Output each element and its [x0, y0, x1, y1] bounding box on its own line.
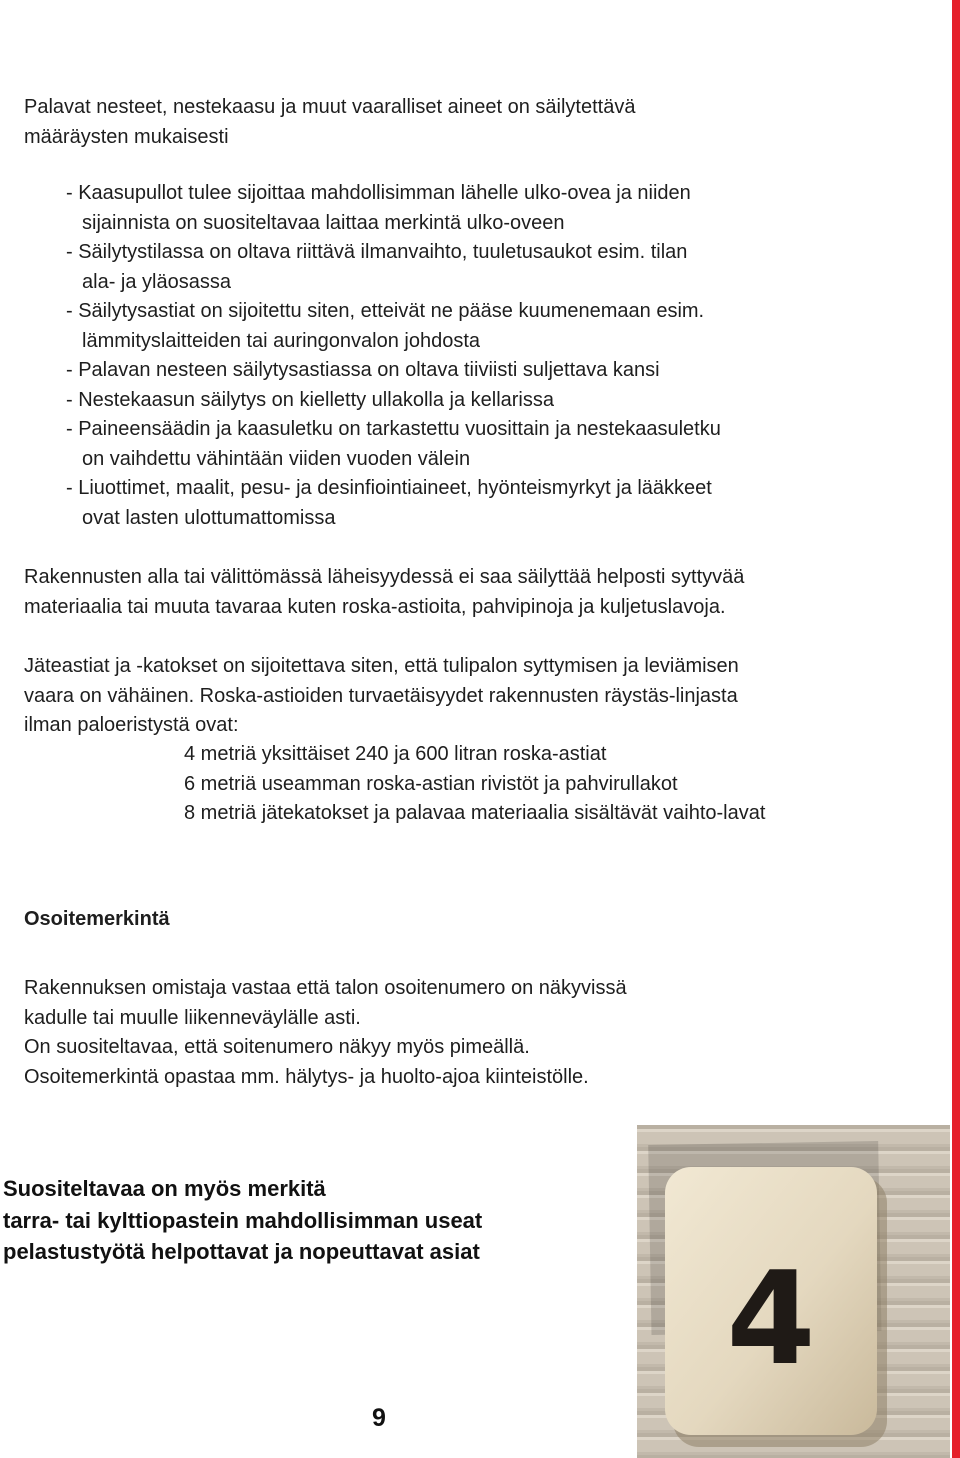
intro-line-2: määräysten mukaisesti: [24, 126, 229, 148]
distance-list: [184, 740, 765, 829]
storage-paragraph: Rakennusten alla tai välittömässä läheisyydessä ei saa säilyttää helposti syttyvää materiaalia tai muuta tavaraa kuten roska-astioita, pahvipinoja ja kuljetuslavoja.: [24, 566, 745, 618]
address-paragraph: Rakennuksen omistaja vastaa että talon osoitenumero on näkyvissä kadulle tai muulle liikenneväylälle asti. On suositeltavaa, että soitenumero näkyy myös pimeällä. Osoitemerkintä opastaa mm. hälytys- ja huolto-ajoa kiinteistölle.: [24, 977, 627, 1088]
list-item: - Palavan nesteen säilytysastiassa on oltava tiiviisti suljettava kansi: [66, 359, 660, 381]
house-number-text: 4: [726, 1245, 816, 1394]
page-edge-accent-bar: [952, 0, 960, 1458]
list-item: 4 metriä yksittäiset 240 ja 600 litran roska-astiat: [184, 743, 607, 765]
list-item: - Liuottimet, maalit, pesu- ja desinfiointiaineet, hyönteismyrkyt ja lääkkeet ovat lasten ulottumattomissa: [66, 477, 712, 529]
address-heading: Osoitemerkintä: [24, 908, 170, 930]
house-number-photo: [637, 1125, 950, 1458]
list-item: 8 metriä jätekatokset ja palavaa materiaalia sisältävät vaihto-lavat: [184, 802, 766, 824]
waste-paragraph: Jäteastiat ja -katokset on sijoitettava siten, että tulipalon syttymisen ja leviämisen vaara on vähäinen. Roska-astioiden turvaetäisyydet rakennusten räystäs-linjasta ilman paloeristystä ovat:: [24, 655, 739, 736]
list-item: - Kaasupullot tulee sijoittaa mahdollisimman lähelle ulko-ovea ja niiden sijainnista on suositeltavaa laittaa merkintä ulko-oveen: [66, 182, 691, 234]
list-item: - Paineensäädin ja kaasuletku on tarkastettu vuosittain ja nestekaasuletku on vaihdettu vähintään viiden vuoden välein: [66, 418, 721, 470]
recommendation-note: Suositeltavaa on myös merkitä tarra- tai kylttiopastein mahdollisimman useat pelastustyötä helpottavat ja nopeuttavat asiat: [3, 1176, 483, 1264]
list-item: - Nestekaasun säilytys on kielletty ullakolla ja kellarissa: [66, 388, 554, 411]
list-item: 6 metriä useamman roska-astian rivistöt ja pahvirullakot: [184, 772, 678, 795]
list-item: - Säilytystilassa on oltava riittävä ilmanvaihto, tuuletusaukot esim. tilan ala- ja yläosassa: [66, 241, 688, 293]
intro-line-1: Palavat nesteet, nestekaasu ja muut vaaralliset aineet on säilytettävä: [24, 96, 636, 118]
page-number: 9: [372, 1404, 386, 1432]
list-item: - Säilytysastiat on sijoitettu siten, etteivät ne pääse kuumenemaan esim. lämmityslaitteiden tai auringonvalon johdosta: [66, 300, 705, 352]
storage-requirements-list: [66, 179, 721, 533]
